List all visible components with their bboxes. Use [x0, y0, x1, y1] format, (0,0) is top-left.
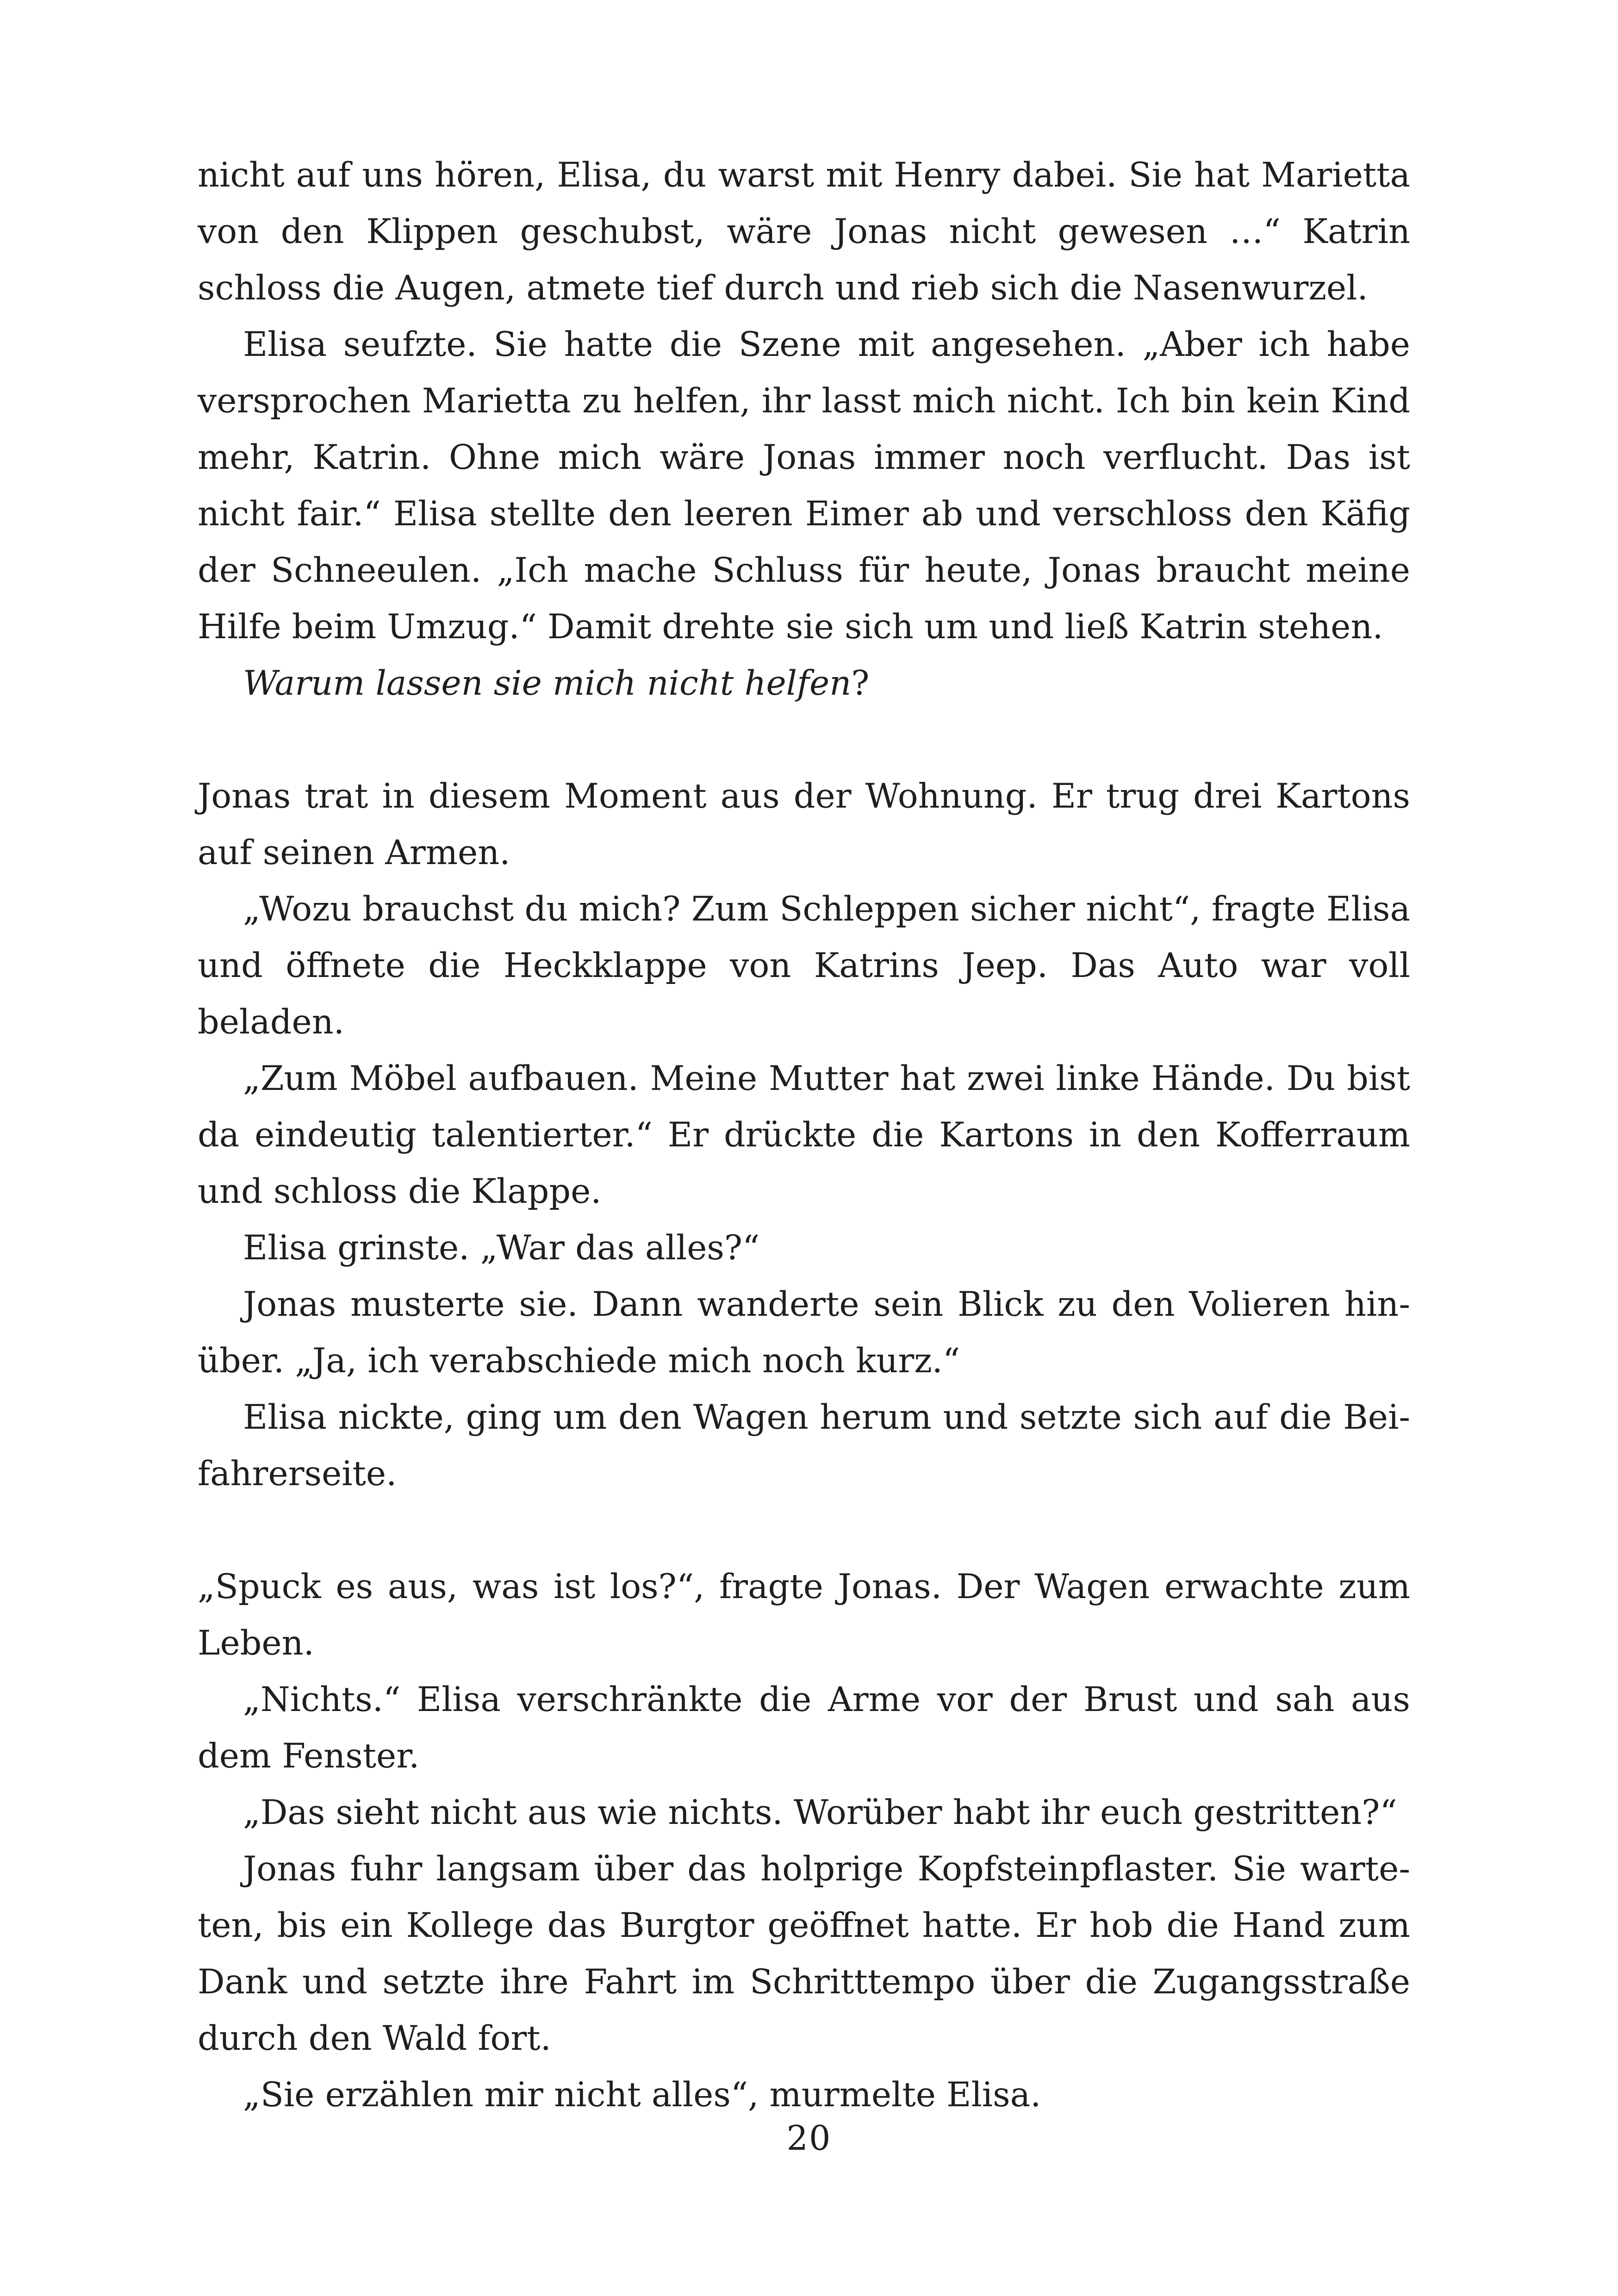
paragraph-12: „Das sieht nicht aus wie nichts. Worüber habt ihr euch gestritten?“: [243, 1793, 1397, 1832]
paragraph-11: „Nichts.“ Elisa verschränkte die Arme vor der Brust und sah aus dem Fenster.: [198, 1680, 1410, 1776]
paragraph-9: Elisa nickte, ging um den Wagen herum und setzte sich auf die Beifahrerseite.: [198, 1398, 1410, 1493]
paragraph-1: nicht auf uns hören, Elisa, du warst mit Henry dabei. Sie hat Marietta von den Klippen geschubst, wäre Jonas nicht gewesen …“ Katrin schloss die Augen, atmete tief durch und rieb sich die Nasenwurzel.: [198, 156, 1410, 308]
paragraph-13: Jonas fuhr langsam über das holprige Kopfsteinpflaster. Sie warteten, bis ein Kollege das Burgtor geöffnet hatte. Er hob die Hand zum Dank und setzte ihre Fahrt im Schritttempo über die Zugangsstraße durch den Wald fort.: [198, 1849, 1410, 2058]
paragraph-5: „Wozu brauchst du mich? Zum Schleppen sicher nicht“, fragte Elisa und öffnete die Heckklappe von Katrins Jeep. Das Auto war voll beladen.: [198, 890, 1410, 1042]
thought-punctuation: ?: [851, 664, 870, 703]
paragraph-3-thought: [198, 655, 1410, 712]
paragraph-10: „Spuck es aus, was ist los?“, fragte Jonas. Der Wagen erwachte zum Leben.: [198, 1567, 1410, 1663]
paragraph-8: Jonas musterte sie. Dann wanderte sein Blick zu den Volieren hinüber. „Ja, ich verabschiede mich noch kurz.“: [198, 1285, 1410, 1381]
body-text: [198, 147, 1410, 2123]
paragraph-6: „Zum Möbel aufbauen. Meine Mutter hat zwei linke Hände. Du bist da eindeutig talentierter.“ Er drückte die Kartons in den Kofferraum und schloss die Klappe.: [198, 1059, 1410, 1211]
italic-thought: Warum lassen sie mich nicht helfen: [243, 664, 852, 703]
paragraph-2: Elisa seufzte. Sie hatte die Szene mit angesehen. „Aber ich habe versprochen Marietta zu helfen, ihr lasst mich nicht. Ich bin kein Kind mehr, Katrin. Ohne mich wäre Jonas immer noch verflucht. Das ist nicht fair.“ Elisa stellte den leeren Eimer ab und verschloss den Käfig der Schneeulen. „Ich mache Schluss für heute, Jonas braucht meine Hilfe beim Umzug.“ Damit drehte sie sich um und ließ Katrin stehen.: [198, 325, 1410, 647]
page-number: 20: [786, 2119, 832, 2158]
paragraph-4: Jonas trat in diesem Moment aus der Wohnung. Er trug drei Kartons auf seinen Armen.: [198, 777, 1410, 872]
paragraph-7: Elisa grinste. „War das alles?“: [243, 1228, 760, 1268]
paragraph-14: „Sie erzählen mir nicht alles“, murmelte Elisa.: [243, 2075, 1041, 2115]
